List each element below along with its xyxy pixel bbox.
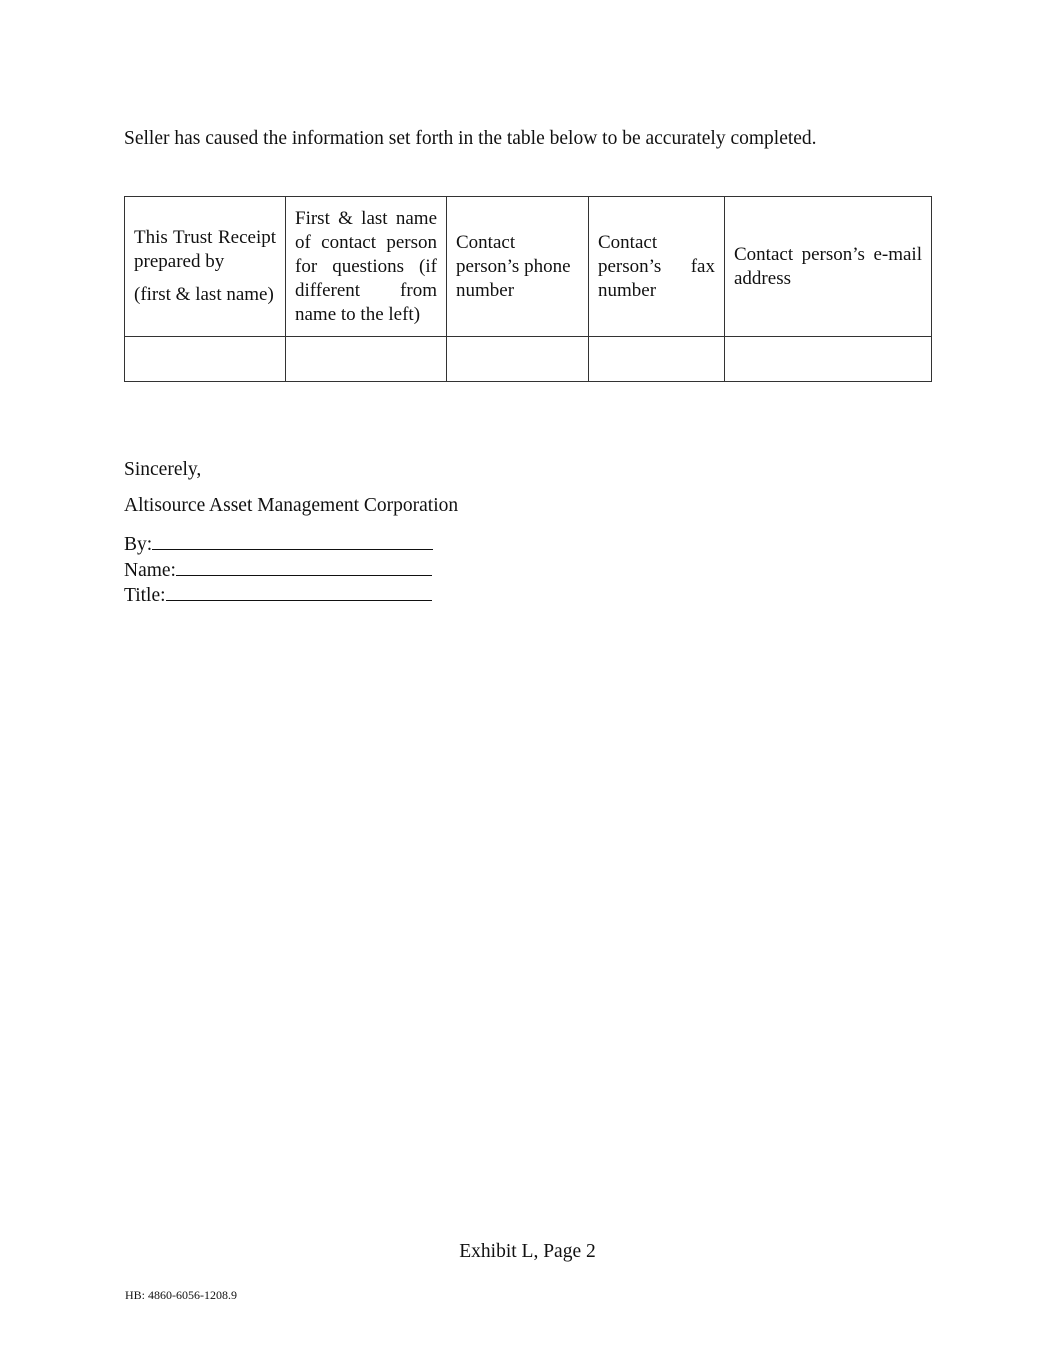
intro-paragraph: Seller has caused the information set forth in the table below to be accurately completed. [124, 128, 817, 149]
signature-title-blank[interactable] [166, 582, 432, 601]
company-name: Altisource Asset Management Corporation [124, 495, 459, 516]
signature-by-label: By: [124, 534, 153, 555]
header-prepared-by-label: This Trust Receipt prepared by [134, 227, 276, 272]
header-cell-email [725, 197, 932, 337]
header-cell-phone [447, 197, 589, 337]
header-cell-contact-person [286, 197, 447, 337]
salutation: Sincerely, [124, 459, 202, 480]
header-phone-label: Contact person’s phone number [456, 231, 571, 301]
contact-info-table [124, 196, 932, 382]
header-prepared-by-subnote: (first & last name) [134, 284, 274, 305]
signature-name-line [124, 557, 432, 583]
signature-name-label: Name: [124, 560, 176, 581]
table-header-row [125, 197, 932, 337]
signature-by-blank[interactable] [152, 531, 433, 550]
signature-title-line [124, 582, 432, 608]
signature-by-line [124, 531, 433, 557]
signature-name-blank[interactable] [176, 557, 432, 576]
header-contact-person-label: First & last name of contact person for questions (if different from name to the left) [295, 207, 437, 325]
header-fax-label: Contact person’s fax number [598, 231, 715, 301]
header-email-label: Contact person’s e-mail address [734, 243, 922, 289]
page-footer-label: Exhibit L, Page 2 [459, 1241, 596, 1262]
table-cell-fax[interactable] [589, 337, 725, 382]
table-cell-contact-person[interactable] [286, 337, 447, 382]
table-row [125, 337, 932, 382]
signature-title-label: Title: [124, 585, 166, 606]
document-id: HB: 4860-6056-1208.9 [125, 1288, 237, 1302]
table-cell-prepared-by[interactable] [125, 337, 286, 382]
header-cell-prepared-by [125, 197, 286, 337]
table-cell-email[interactable] [725, 337, 932, 382]
header-cell-fax [589, 197, 725, 337]
table-cell-phone[interactable] [447, 337, 589, 382]
